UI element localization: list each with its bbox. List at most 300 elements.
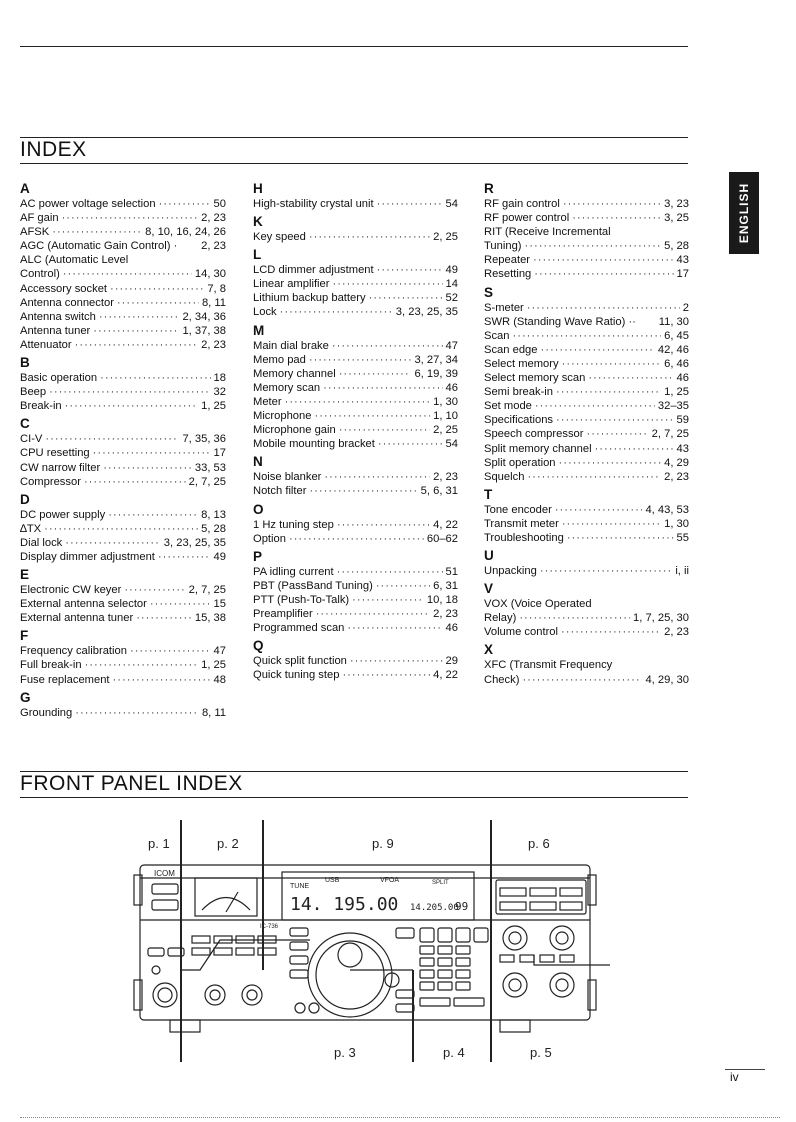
index-entry-pages: 15, 38 <box>194 612 226 625</box>
index-letter-heading: L <box>253 247 262 263</box>
index-entry <box>20 225 226 239</box>
dot-leader <box>100 371 210 385</box>
dot-leader <box>369 291 443 305</box>
index-entry-term: Antenna connector <box>20 296 114 309</box>
index-entry-term: LCD dimmer adjustment <box>253 264 374 277</box>
index-entry <box>484 658 689 672</box>
dot-leader <box>562 517 661 531</box>
display-vfo: VFOA <box>380 877 400 884</box>
index-entry <box>253 197 458 211</box>
index-entry <box>253 654 458 668</box>
dot-leader <box>377 197 443 211</box>
dot-leader <box>75 338 198 352</box>
dot-leader <box>49 385 210 399</box>
index-letter-heading: N <box>253 454 263 470</box>
dot-leader <box>63 267 192 281</box>
dot-leader <box>533 253 674 267</box>
dot-leader <box>540 564 672 578</box>
index-entry-pages: 5, 28 <box>201 522 226 535</box>
dot-leader <box>117 296 199 310</box>
index-entry-term: Transmit meter <box>484 517 559 530</box>
dot-leader <box>45 432 179 446</box>
index-entry-pages: 54 <box>445 198 458 210</box>
index-entry-term: External antenna selector <box>20 598 147 611</box>
index-letter-heading: G <box>20 689 31 705</box>
index-entry <box>253 263 458 277</box>
index-letter-heading: K <box>253 214 263 230</box>
dot-leader <box>339 367 412 381</box>
index-entry-term: Antenna switch <box>20 310 96 323</box>
index-entry-term: Grounding <box>20 706 73 719</box>
index-entry-term: Antenna tuner <box>20 324 91 337</box>
index-entry <box>20 310 226 324</box>
dot-leader <box>130 644 211 658</box>
index-entry-term: VOX (Voice Operated <box>484 598 592 611</box>
dot-leader <box>108 508 198 522</box>
dot-leader <box>522 673 642 687</box>
index-entry-pages: 4, 22 <box>433 669 458 682</box>
index-entry-term: RIT (Receive Incremental <box>484 226 611 239</box>
index-letter-heading: F <box>20 628 29 644</box>
index-entry <box>484 611 689 625</box>
index-entry <box>253 565 458 579</box>
index-entry-term: Troubleshooting <box>484 531 564 544</box>
index-entry-term: PTT (Push-To-Talk) <box>253 593 350 606</box>
index-entry <box>253 579 458 593</box>
index-entry <box>20 324 226 338</box>
index-entry <box>20 267 226 281</box>
index-entry-pages: 10, 18 <box>426 593 458 606</box>
index-entry <box>484 301 689 315</box>
index-entry-term: Noise blanker <box>253 471 322 484</box>
dot-leader <box>332 277 442 291</box>
dot-leader <box>110 282 204 296</box>
index-letter-heading: C <box>20 416 30 432</box>
index-column-1 <box>20 178 226 720</box>
index-entry <box>253 532 458 546</box>
index-entry <box>20 597 226 611</box>
dot-leader <box>556 413 674 427</box>
index-letter-heading: T <box>484 486 493 502</box>
index-entry <box>20 371 226 385</box>
dot-leader <box>527 470 661 484</box>
index-letter-heading: Q <box>253 638 264 654</box>
index-entry <box>253 353 458 367</box>
index-entry <box>484 239 689 253</box>
index-entry <box>484 225 689 239</box>
page-label: p. 2 <box>217 836 239 851</box>
index-entry-term: Speech compressor <box>484 428 584 441</box>
index-entry-term: Lithium backup battery <box>253 292 366 305</box>
dot-leader <box>136 611 192 625</box>
index-entry <box>20 461 226 475</box>
index-entry-pages: 47 <box>213 645 226 658</box>
index-entry <box>20 432 226 446</box>
index-entry-pages: 2, 7, 25 <box>188 584 226 597</box>
index-entry-term: AC power voltage selection <box>20 198 156 210</box>
index-entry-pages: 33, 53 <box>194 461 226 474</box>
index-entry <box>484 625 689 639</box>
index-entry <box>20 338 226 352</box>
dot-leader <box>309 230 430 244</box>
index-entry-pages: 49 <box>445 264 458 277</box>
index-letter-heading: M <box>253 322 265 338</box>
display-tune: TUNE <box>290 883 310 890</box>
index-letter-heading: H <box>253 181 263 196</box>
index-entry-pages: 15 <box>213 598 226 611</box>
index-entry-term: Meter <box>253 395 282 408</box>
index-entry-pages: 2, 23 <box>433 471 458 484</box>
index-entry-term: Microphone gain <box>253 424 336 437</box>
dot-leader <box>150 597 211 611</box>
dot-leader <box>376 579 430 593</box>
dot-leader <box>559 456 662 470</box>
index-entry-pages: 2, 25 <box>433 424 458 437</box>
index-entry-term: Volume control <box>484 626 559 639</box>
index-entry-term: Tuning) <box>484 240 522 253</box>
index-entry <box>20 446 226 460</box>
index-entry-pages: 17 <box>213 447 226 460</box>
footer-rule <box>20 1117 780 1118</box>
dot-leader <box>377 263 443 277</box>
index-entry-pages: 1, 25 <box>201 400 226 413</box>
index-entry <box>253 277 458 291</box>
index-letter-heading: S <box>484 284 494 300</box>
index-entry-term: Memory scan <box>253 381 321 394</box>
index-entry-term: Basic operation <box>20 372 98 385</box>
index-entry <box>484 371 689 385</box>
index-entry-term: SWR (Standing Wave Ratio) ·· <box>484 315 636 328</box>
index-entry-pages: 1, 25 <box>664 386 689 399</box>
display-mode: USB <box>325 877 340 884</box>
index-entry-pages: 8, 10, 16, 24, 26 <box>145 226 226 239</box>
index-entry-pages: 46 <box>445 622 458 635</box>
index-entry-term: CI-V <box>20 433 43 446</box>
display-split: SPLIT <box>432 880 449 886</box>
index-entry <box>20 399 226 413</box>
dot-leader <box>350 654 443 668</box>
index-entry-term: Relay) <box>484 612 517 625</box>
index-letter-heading: O <box>253 501 264 517</box>
index-entry-pages: 8, 11 <box>201 706 226 719</box>
index-entry-pages: 42, 46 <box>657 343 689 356</box>
index-entry <box>484 503 689 517</box>
index-entry-term: RF power control <box>484 212 570 225</box>
index-bottom-rule <box>20 163 688 164</box>
display-sub-frequency: 14.205.00 <box>410 903 459 913</box>
page-label: p. 9 <box>372 836 394 851</box>
index-entry-pages: 5, 28 <box>664 240 689 253</box>
index-entry-term: 1 Hz tuning step <box>253 518 334 531</box>
dot-leader <box>280 305 393 319</box>
dot-leader <box>339 423 430 437</box>
index-entry-term: Programmed scan <box>253 622 345 635</box>
index-entry-pages: 2, 25 <box>433 231 458 244</box>
index-entry-pages: 6, 46 <box>664 357 689 370</box>
dot-leader <box>527 301 680 315</box>
dot-leader <box>562 357 662 371</box>
dot-leader <box>99 310 180 324</box>
index-entry-term: Squelch <box>484 470 525 483</box>
index-letter-heading: A <box>20 181 30 196</box>
index-entry <box>484 531 689 545</box>
index-entry-pages: 5, 6, 31 <box>420 485 458 498</box>
index-entry-term: Display dimmer adjustment <box>20 550 155 563</box>
dot-leader <box>103 461 192 475</box>
index-entry-pages: 2, 7, 25 <box>188 475 226 488</box>
index-entry-term: Specifications <box>484 414 554 427</box>
index-entry-term: Quick tuning step <box>253 669 340 682</box>
index-entry-pages: 54 <box>445 438 458 451</box>
dot-leader <box>285 395 431 409</box>
dot-leader <box>124 583 185 597</box>
dot-leader <box>378 437 443 451</box>
dot-leader <box>595 442 674 456</box>
index-entry-term: High-stability crystal unit <box>253 198 374 210</box>
dot-leader <box>289 532 424 546</box>
dot-leader <box>324 470 430 484</box>
index-entry <box>253 230 458 244</box>
index-entry-pages: 2, 23 <box>433 607 458 620</box>
index-entry <box>253 395 458 409</box>
page-label: p. 3 <box>334 1045 356 1060</box>
index-entry-pages: 3, 25 <box>664 212 689 225</box>
index-entry-pages: i, ii <box>675 565 689 578</box>
dot-leader <box>347 621 442 635</box>
index-entry-term: Microphone <box>253 410 312 423</box>
index-entry <box>20 296 226 310</box>
dot-leader <box>588 371 673 385</box>
dot-leader <box>309 353 412 367</box>
index-entry-pages: 50 <box>213 198 226 210</box>
index-entry-pages: 3, 23 <box>664 198 689 210</box>
dot-leader <box>519 611 630 625</box>
index-entry-term: ∆TX <box>20 522 42 535</box>
index-entry <box>20 706 226 720</box>
index-entry <box>20 550 226 564</box>
dot-leader <box>541 343 655 357</box>
model-label: IC-736 <box>260 924 279 930</box>
index-entry <box>20 658 226 672</box>
index-entry-pages: 1, 25 <box>201 659 226 672</box>
index-letter-heading: R <box>484 181 494 196</box>
dot-leader <box>84 475 186 489</box>
index-entry-pages: 1, 10 <box>433 410 458 423</box>
index-entry-pages: 2, 23 <box>201 240 226 253</box>
index-entry-term: AGC (Automatic Gain Control) · <box>20 240 178 253</box>
index-entry-term: CW narrow filter <box>20 461 101 474</box>
index-entry <box>484 211 689 225</box>
dot-leader <box>85 658 199 672</box>
dot-leader <box>534 267 673 281</box>
index-entry-pages: 14 <box>445 278 458 291</box>
index-entry <box>253 668 458 682</box>
index-entry-term: Semi break-in <box>484 386 554 399</box>
index-entry <box>484 517 689 531</box>
top-rule <box>20 46 688 47</box>
index-entry <box>20 536 226 550</box>
index-letter-heading: P <box>253 548 263 564</box>
index-entry <box>484 427 689 441</box>
index-entry-pages: 52 <box>445 292 458 305</box>
index-entry <box>253 607 458 621</box>
index-entry <box>253 423 458 437</box>
index-entry-pages: 1, 30 <box>433 395 458 408</box>
index-entry-term: CPU resetting <box>20 447 90 460</box>
index-entry-term: Mobile mounting bracket <box>253 438 375 451</box>
index-entry <box>20 475 226 489</box>
index-entry-pages: 46 <box>676 372 689 385</box>
dot-leader <box>555 503 643 517</box>
index-letter-heading: X <box>484 642 494 658</box>
index-entry-pages: 1, 30 <box>664 517 689 530</box>
index-entry <box>253 518 458 532</box>
dot-leader <box>316 607 430 621</box>
index-entry <box>484 442 689 456</box>
index-entry-pages: 46 <box>445 381 458 394</box>
dot-leader <box>572 211 661 225</box>
dot-leader <box>52 225 142 239</box>
index-entry-term: Split memory channel <box>484 442 592 455</box>
index-entry-pages: 6, 31 <box>433 579 458 592</box>
index-entry-pages: 43 <box>676 442 689 455</box>
index-letter-heading: V <box>484 581 494 597</box>
index-entry-term: Electronic CW keyer <box>20 584 122 597</box>
index-entry-term: Repeater <box>484 254 531 267</box>
index-entry-pages: 32–35 <box>657 400 689 413</box>
index-entry-pages: 49 <box>213 550 226 563</box>
index-entry-pages: 4, 22 <box>433 518 458 531</box>
index-entry <box>20 385 226 399</box>
dot-leader <box>337 518 430 532</box>
dot-leader <box>314 409 430 423</box>
index-entry-pages: 55 <box>676 531 689 544</box>
index-entry-pages: 7, 8 <box>207 282 226 295</box>
page-label: p. 5 <box>530 1045 552 1060</box>
index-entry-term: Frequency calibration <box>20 645 127 658</box>
dot-leader <box>567 531 674 545</box>
index-entry <box>20 611 226 625</box>
dot-leader <box>563 197 661 211</box>
index-entry-term: Scan <box>484 329 510 342</box>
index-entry <box>484 385 689 399</box>
index-entry-term: Scan edge <box>484 343 538 356</box>
front-panel-title: FRONT PANEL INDEX <box>20 772 243 795</box>
dot-leader <box>556 385 661 399</box>
index-entry <box>484 399 689 413</box>
index-entry-term: Check) <box>484 673 520 686</box>
dot-leader <box>113 673 211 687</box>
index-letter-heading: D <box>20 491 30 507</box>
index-entry <box>484 413 689 427</box>
index-entry-pages: 8, 11 <box>201 296 226 309</box>
index-entry-term: Key speed <box>253 231 306 244</box>
index-entry <box>484 456 689 470</box>
index-entry <box>20 282 226 296</box>
index-entry-term: Memo pad <box>253 353 306 366</box>
index-entry-pages: 2, 7, 25 <box>651 428 689 441</box>
index-entry-pages: 2, 34, 36 <box>182 310 226 323</box>
index-entry-pages: 3, 23, 25, 35 <box>163 536 226 549</box>
dot-leader <box>342 668 430 682</box>
index-entry-term: Linear amplifier <box>253 278 330 291</box>
index-letter-heading: E <box>20 567 30 583</box>
index-entry-pages: 2, 23 <box>201 212 226 225</box>
index-entry-pages: 1, 7, 25, 30 <box>633 612 689 625</box>
index-entry-term: Select memory scan <box>484 372 586 385</box>
index-entry <box>20 197 226 211</box>
index-entry-pages: 17 <box>676 268 689 281</box>
index-column-2 <box>253 178 458 682</box>
index-entry-term: External antenna tuner <box>20 612 134 625</box>
index-entry <box>20 508 226 522</box>
index-entry-term: Resetting <box>484 268 532 281</box>
index-entry-term: Unpacking <box>484 565 537 578</box>
index-entry <box>253 305 458 319</box>
dot-leader <box>332 339 443 353</box>
index-entry <box>20 522 226 536</box>
index-entry <box>20 583 226 597</box>
index-entry <box>484 329 689 343</box>
index-entry <box>253 621 458 635</box>
index-entry-pages: 11, 30 <box>658 315 689 328</box>
display-channel: 99 <box>455 900 469 913</box>
index-entry <box>253 291 458 305</box>
index-entry-term: Split operation <box>484 456 556 469</box>
index-entry <box>484 197 689 211</box>
index-entry-term: S-meter <box>484 301 524 314</box>
dot-leader <box>159 197 211 211</box>
index-entry-pages: 60–62 <box>426 532 458 545</box>
index-entry <box>253 339 458 353</box>
dot-leader <box>337 565 443 579</box>
index-entry-term: Dial lock <box>20 536 63 549</box>
index-entry-term: Option <box>253 532 286 545</box>
dot-leader <box>44 522 198 536</box>
index-entry-term: Tone encoder <box>484 503 552 516</box>
index-entry <box>253 593 458 607</box>
index-entry <box>484 253 689 267</box>
dot-leader <box>65 536 161 550</box>
index-entry <box>20 211 226 225</box>
index-letter-heading: B <box>20 355 30 371</box>
dot-leader <box>535 399 655 413</box>
display-frequency: 14. 195.00 <box>290 894 399 915</box>
index-entry <box>253 409 458 423</box>
brand-label: ICOM <box>154 869 175 878</box>
dot-leader <box>525 239 662 253</box>
index-entry-pages: 47 <box>445 339 458 352</box>
index-entry-term: XFC (Transmit Frequency <box>484 659 613 672</box>
index-entry-term: PA idling current <box>253 565 334 578</box>
page-label: p. 4 <box>443 1045 465 1060</box>
index-entry-pages: 2, 23 <box>201 338 226 351</box>
index-entry-term: Lock <box>253 306 277 319</box>
index-entry <box>253 381 458 395</box>
index-entry-pages: 43 <box>676 254 689 267</box>
index-entry-pages: 6, 45 <box>664 329 689 342</box>
dot-leader <box>561 625 661 639</box>
index-entry-pages: 4, 43, 53 <box>645 503 689 516</box>
dot-leader <box>62 211 199 225</box>
index-entry-term: Notch filter <box>253 485 307 498</box>
index-entry-term: Set mode <box>484 400 532 413</box>
index-entry-pages: 51 <box>445 565 458 578</box>
index-entry-term: Quick split function <box>253 655 347 668</box>
index-letter-heading: U <box>484 548 494 564</box>
index-entry-term: AFSK <box>20 226 50 239</box>
index-entry <box>253 484 458 498</box>
